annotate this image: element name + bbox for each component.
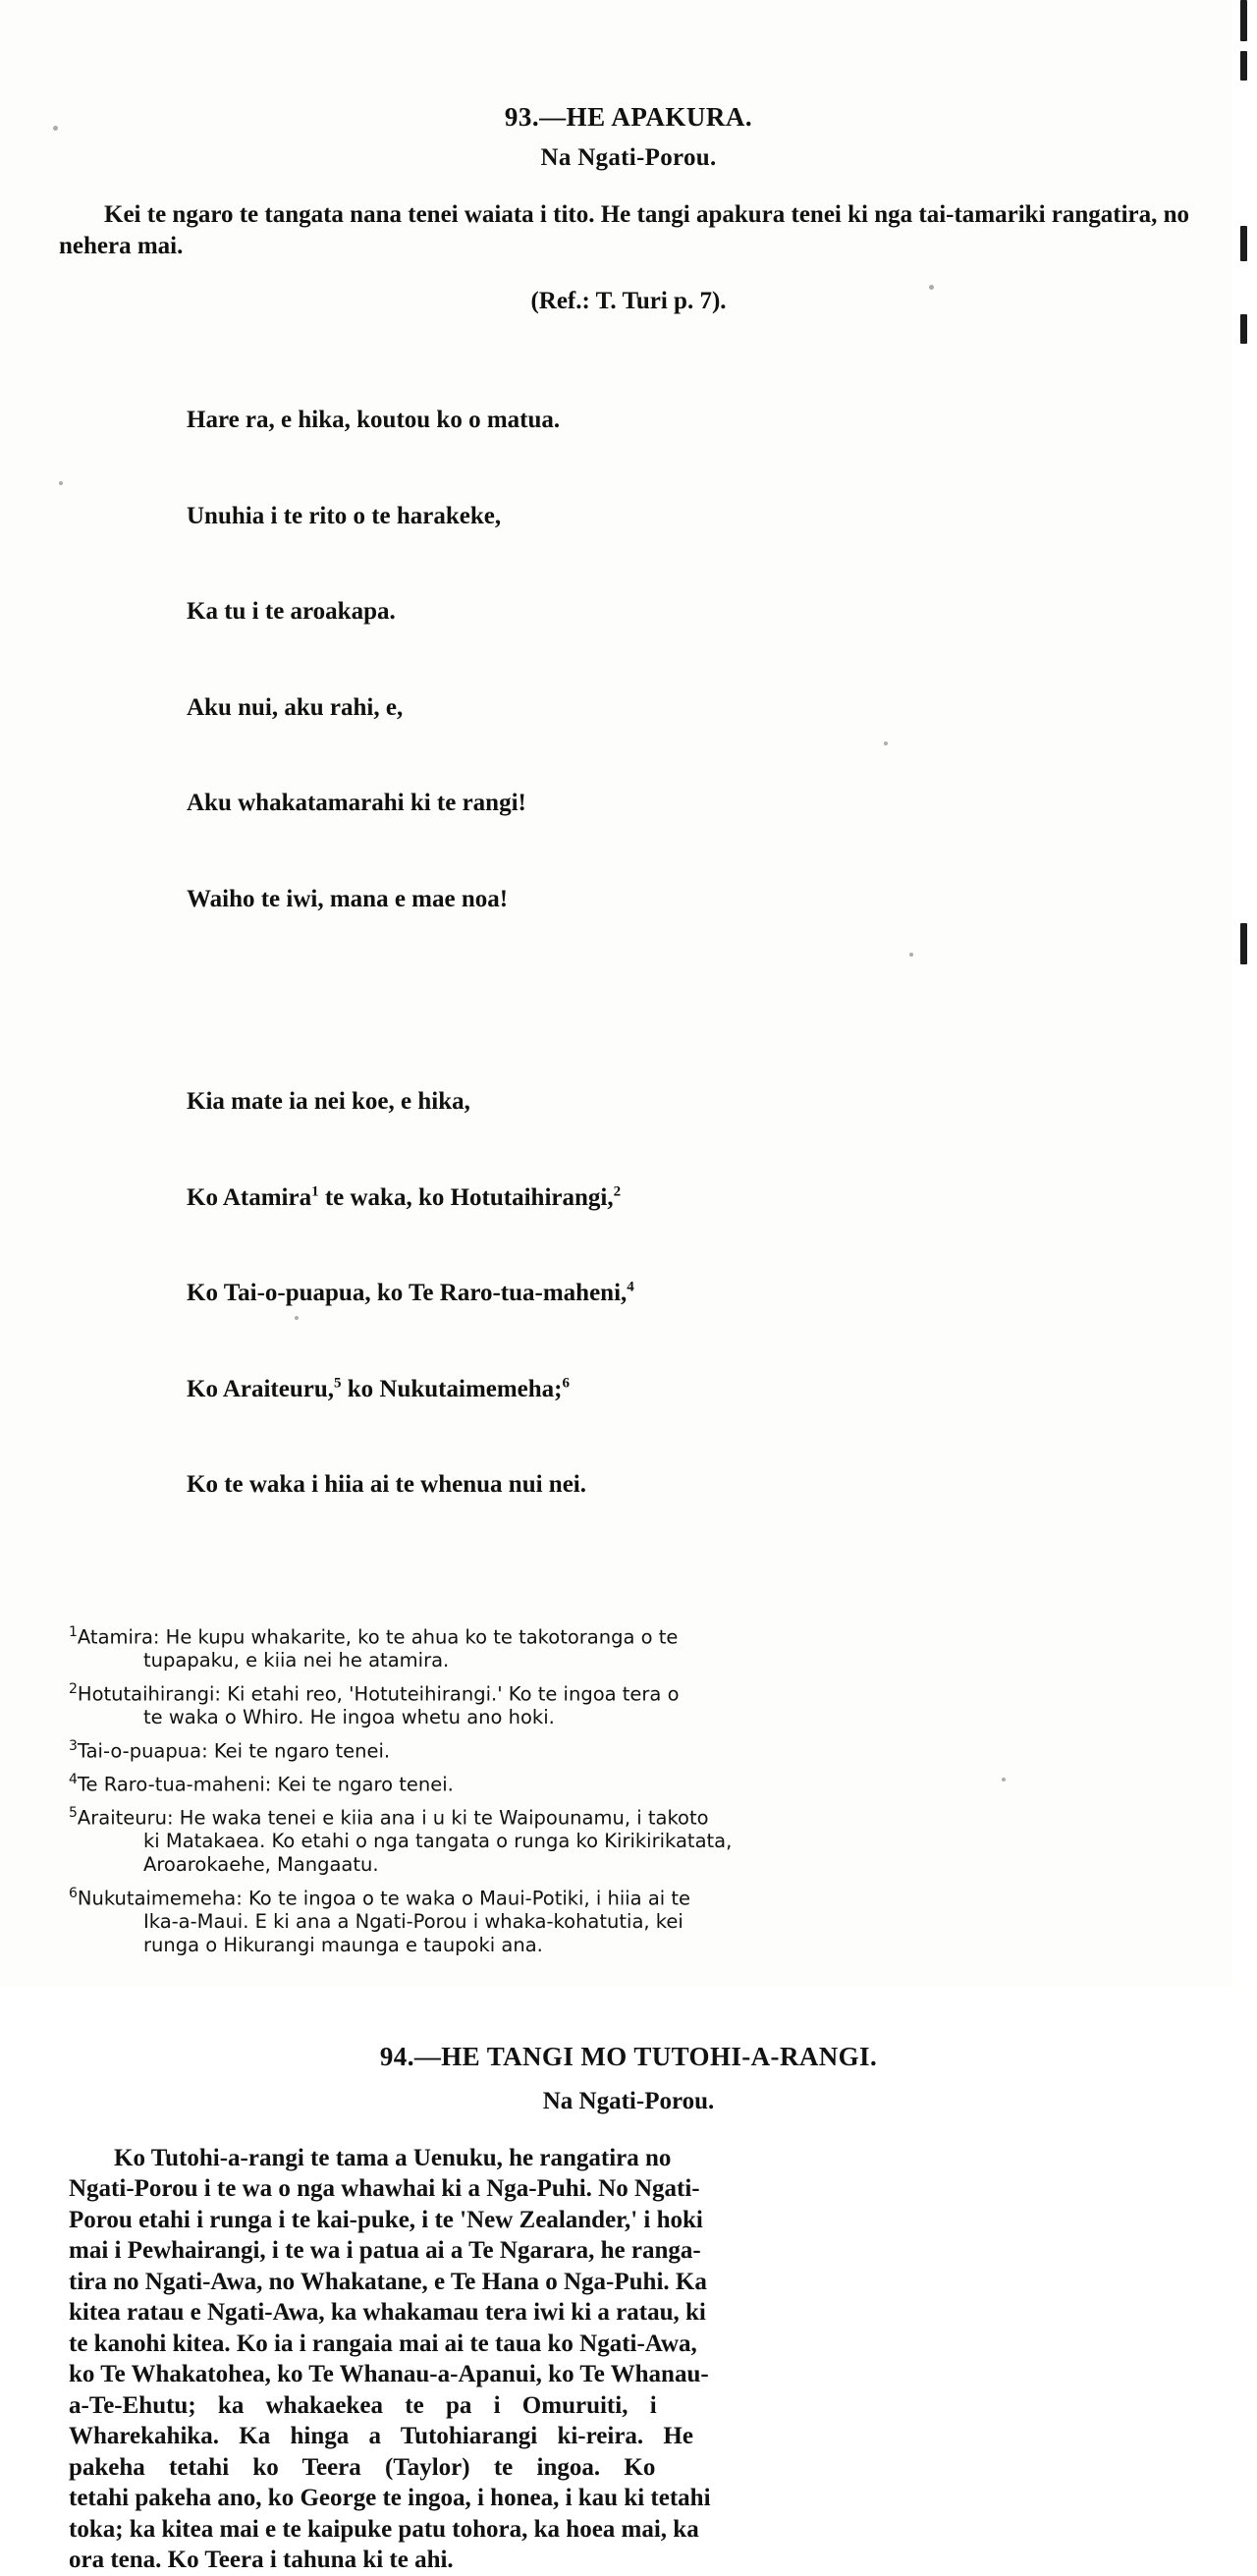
footnote-ref-5: 5 xyxy=(334,1375,342,1392)
footnote-ref-1: 1 xyxy=(311,1183,319,1200)
paragraph-line xyxy=(69,2267,1188,2298)
paragraph-line-text: Ko Tutohi-a-rangi te tama a Uenuku, he rangatira no xyxy=(114,2144,672,2171)
paragraph-line-text: Ngati-Porou i te wa o nga whawhai ki a Nga-Puhi. No Ngati- xyxy=(69,2175,700,2203)
verse-line: Ka tu i te aroakapa. xyxy=(187,598,396,625)
paragraph-line-text: pakeha tetahi ko Teera (Taylor) te ingoa. Ko xyxy=(69,2453,656,2481)
verse-text: te waka, ko Hotutaihirangi, xyxy=(318,1183,614,1211)
footnote-item xyxy=(69,1772,1188,1796)
song-93-verse-2 xyxy=(187,1022,1257,1565)
paragraph-line xyxy=(69,2235,1188,2267)
footnote-ref-4: 4 xyxy=(627,1279,634,1295)
song-93-intro xyxy=(59,199,1198,262)
paragraph-line-text: Porou etahi i runga i te kai-puke, i te 'New Zealander,' i hoki xyxy=(69,2206,703,2233)
verse-text: ko Nukutaimemeha; xyxy=(341,1375,563,1402)
paragraph-line-text: a-Te-Ehutu; ka whakaekea te pa i Omuruiti, i xyxy=(69,2391,657,2419)
paragraph-line-text: tira no Ngati-Awa, no Whakatane, e Te Hana o Nga-Puhi. Ka xyxy=(69,2268,707,2295)
verse-line xyxy=(187,1182,1257,1215)
footnote-number: 2 xyxy=(69,1680,78,1697)
verse-line xyxy=(187,1278,1257,1310)
footnote-text-cont: tupapaku, e kiia nei he atamira. xyxy=(143,1648,450,1672)
paragraph-line xyxy=(69,2390,1188,2422)
footnote-number: 5 xyxy=(69,1805,78,1822)
footnote-number: 6 xyxy=(69,1886,78,1902)
verse-line xyxy=(187,1374,1257,1406)
paragraph-line xyxy=(69,2483,1188,2514)
paragraph-line-text: Wharekahika. Ka hinga a Tutohiarangi ki-reira. He xyxy=(69,2423,693,2450)
footnote-number: 3 xyxy=(69,1737,78,1754)
paragraph-line xyxy=(69,2545,1188,2576)
footnote-text: Te Raro-tua-maheni: Kei te ngaro tenei. xyxy=(77,1773,454,1796)
footnote-ref-2: 2 xyxy=(613,1183,622,1200)
footnote-text: Atamira: He kupu whakarite, ko te ahua ko te takotoranga o te xyxy=(77,1625,679,1648)
paragraph-line-text: mai i Pewhairangi, i te wa i patua ai a Te Ngarara, he ranga- xyxy=(69,2237,701,2265)
paragraph-line-text: ko Te Whakatohea, ko Te Whanau-a-Apanui, ko Te Whanau- xyxy=(69,2361,709,2388)
footnote-text-cont: ki Matakaea. Ko etahi o nga tangata o runga ko Kirikirikatata, xyxy=(143,1830,733,1853)
verse-line: Aku nui, aku rahi, e, xyxy=(187,693,404,721)
paragraph-line xyxy=(69,2205,1188,2236)
song-93-verse-1 xyxy=(187,341,1257,979)
verse-line: Aku whakatamarahi ki te rangi! xyxy=(187,790,526,816)
footnote-ref-6: 6 xyxy=(562,1375,571,1392)
song-93-reference: (Ref.: T. Turi p. 7). xyxy=(530,288,727,314)
paragraph-line-text: kitea ratau e Ngati-Awa, ka whakamau tera iwi ki a ratau, ki xyxy=(69,2299,706,2327)
footnote-text: Araiteuru: He waka tenei e kiia ana i u ki te Waipounamu, i takoto xyxy=(77,1806,709,1830)
paragraph-line xyxy=(69,2514,1188,2546)
footnote-item xyxy=(69,1624,1188,1672)
song-94-attribution: Na Ngati-Porou. xyxy=(542,2087,715,2114)
verse-text: Ko Tai-o-puapua, ko Te Raro-tua-maheni, xyxy=(187,1280,628,1306)
song-93-intro-text: Kei te ngaro te tangata nana tenei waiata i tito. He tangi apakura tenei ki nga tai-tamariki rangatira, no nehera mai. xyxy=(59,201,1190,259)
paragraph-line xyxy=(69,2173,1188,2205)
footnote-number: 4 xyxy=(69,1771,78,1787)
verse-text: Ko Atamira xyxy=(187,1183,312,1211)
verse-line: Hare ra, e hika, koutou ko o matua. xyxy=(187,407,561,433)
paragraph-line xyxy=(69,2329,1188,2360)
paragraph-line-text: tetahi pakeha ano, ko George te ingoa, i honea, i kau ki tetahi xyxy=(69,2485,711,2512)
paragraph-line xyxy=(69,2143,1188,2174)
song-94-title: 94.—HE TANGI MO TUTOHI-A-RANGI. xyxy=(379,2041,878,2071)
song-93-attribution: Na Ngati-Porou. xyxy=(540,144,717,171)
footnote-item xyxy=(69,1886,1188,1957)
footnote-text: Nukutaimemeha: Ko te ingoa o te waka o Maui-Potiki, i hiia ai te xyxy=(77,1887,691,1910)
verse-line: Ko te waka i hiia ai te whenua nui nei. xyxy=(187,1471,586,1498)
footnote-text: Hotutaihirangi: Ki etahi reo, 'Hotuteihirangi.' Ko te ingoa tera o xyxy=(77,1682,680,1706)
paragraph-line-text: toka; ka kitea mai e te kaipuke patu tohora, ka hoea mai, ka xyxy=(69,2515,699,2543)
verse-text: Ko Araiteuru, xyxy=(187,1375,334,1402)
footnote-item xyxy=(69,1805,1188,1877)
footnote-list xyxy=(69,1624,1188,1957)
paragraph-line xyxy=(69,2359,1188,2390)
verse-line: Waiho te iwi, mana e mae noa! xyxy=(187,885,509,912)
footnote-text-cont: Ika-a-Maui. E ki ana a Ngati-Porou i whaka-kohatutia, kei xyxy=(143,1910,683,1934)
footnote-text-cont: Aroarokaehe, Mangaatu. xyxy=(143,1853,379,1877)
paragraph-line xyxy=(69,2452,1188,2484)
paragraph-line-text: te kanohi kitea. Ko ia i rangaia mai ai te taua ko Ngati-Awa, xyxy=(69,2329,697,2357)
footnote-text: Tai-o-puapua: Kei te ngaro tenei. xyxy=(77,1739,391,1763)
footnote-number: 1 xyxy=(69,1623,78,1640)
paragraph-line-text: ora tena. Ko Teera i tahuna ki te ahi. xyxy=(69,2547,454,2574)
paragraph-line xyxy=(69,2421,1188,2452)
footnote-text-cont: runga o Hikurangi maunga e taupoki ana. xyxy=(143,1934,543,1957)
footnote-item xyxy=(69,1738,1188,1763)
footnote-item xyxy=(69,1681,1188,1729)
footnote-text-cont: te waka o Whiro. He ingoa whetu ano hoki. xyxy=(143,1705,555,1728)
verse-line: Kia mate ia nei koe, e hika, xyxy=(187,1088,470,1115)
song-94-paragraph xyxy=(69,2143,1188,2576)
verse-line: Unuhia i te rito o te harakeke, xyxy=(187,502,502,529)
paragraph-line xyxy=(69,2297,1188,2329)
song-93-title: 93.—HE APAKURA. xyxy=(504,102,753,132)
